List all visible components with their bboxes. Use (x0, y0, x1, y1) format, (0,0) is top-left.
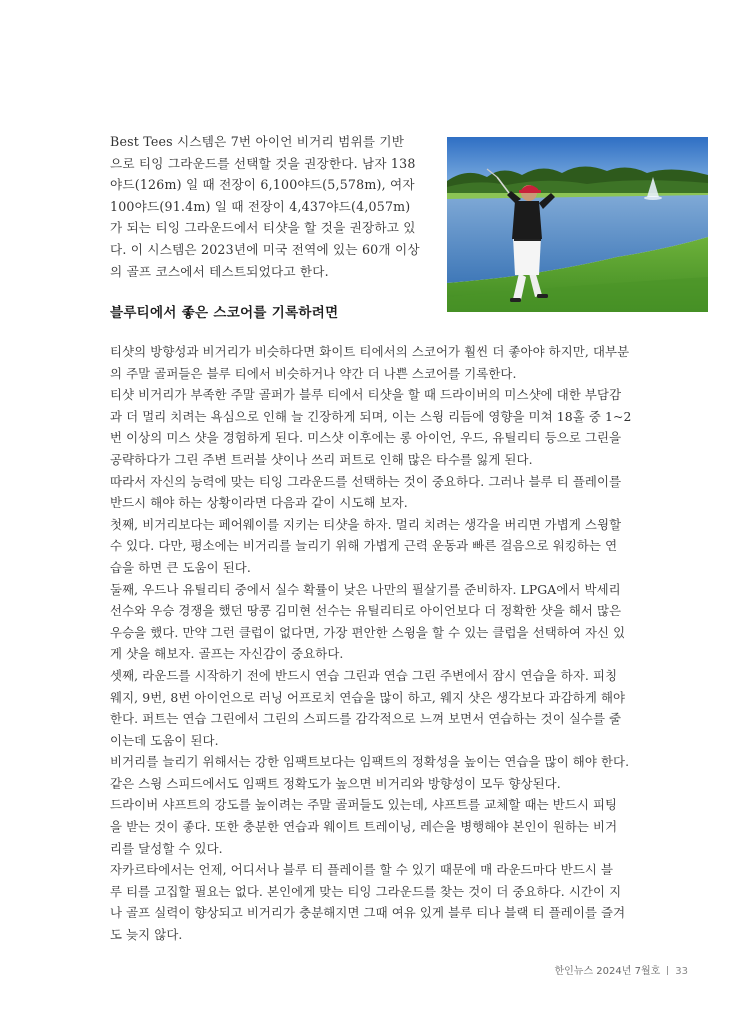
body-line: 셋째, 라운드를 시작하기 전에 반드시 연습 그린과 연습 그린 주변에서 잠시 연습을 하자. 피칭 (110, 667, 618, 683)
intro-line: 야드(126m) 일 때 전장이 6,100야드(5,578m), 여자 (110, 177, 415, 193)
golfer-photo (447, 137, 708, 312)
body-line: 따라서 자신의 능력에 맞는 티잉 그라운드를 선택하는 것이 중요하다. 그러나 블루 티 플레이를 (110, 473, 622, 489)
body-line: 자카르타에서는 언제, 어디서나 블루 티 플레이를 할 수 있기 때문에 매 라운드마다 반드시 블 (110, 862, 614, 878)
publication-name: 한인뉴스 2024년 7월호 (554, 966, 661, 977)
body-line: 나 골프 실력이 향상되고 비거리가 충분해지면 그때 여유 있게 블루 티나 블랙 티 플레이를 즐겨 (110, 905, 626, 921)
body-line: 티샷의 방향성과 비거리가 비슷하다면 화이트 티에서의 스코어가 훨씬 더 좋아야 하지만, 대부분 (110, 344, 630, 359)
body-line: 한다. 퍼트는 연습 그린에서 그린의 스피드를 감각적으로 느껴 보면서 연습하는 것이 실수를 줄 (110, 711, 622, 727)
body-line: 게 샷을 해보자. 골프는 자신감이 중요하다. (110, 646, 344, 662)
intro-line: 100야드(91.4m) 일 때 전장이 4,437야드(4,057m) (110, 198, 411, 214)
body-line: 도 늦지 않다. (110, 927, 183, 943)
intro-line: Best Tees 시스템은 7번 아이언 비거리 범위를 기반 (110, 134, 405, 149)
body-line: 웨지, 9번, 8번 아이언으로 러닝 어프로치 연습을 많이 하고, 웨지 샷은 생각보다 과감하게 해야 (110, 689, 626, 705)
body-line: 을 받는 것이 좋다. 또한 충분한 연습과 웨이트 트레이닝, 레슨을 병행해야 본인이 원하는 비거 (110, 819, 618, 835)
body-line: 첫째, 비거리보다는 페어웨이를 지키는 티샷을 하자. 멀리 치려는 생각을 버리면 가볍게 스윙할 (110, 516, 622, 532)
body-line: 이는데 도움이 된다. (110, 732, 219, 748)
golfer-photo-illustration (447, 137, 708, 312)
page-footer (554, 962, 688, 977)
intro-paragraph (110, 131, 432, 282)
body-line: 선수와 우승 경쟁을 했던 땅콩 김미현 선수는 유틸리티로 아이언보다 더 정확한 샷을 해서 많은 (110, 603, 622, 619)
body-line: 우승을 했다. 만약 그런 클럽이 없다면, 가장 편안한 스윙을 할 수 있는 클럽을 선택하여 자신 있 (110, 624, 626, 640)
body-line: 과 더 멀리 치려는 욕심으로 인해 늘 긴장하게 되며, 이는 스윙 리듬에 영향을 미쳐 18홀 중 1~2 (110, 408, 632, 424)
body-line: 의 주말 골퍼들은 블루 티에서 비슷하거나 약간 더 나쁜 스코어를 기록한다. (110, 365, 517, 381)
body-line: 번 이상의 미스 샷을 경험하게 된다. 미스샷 이후에는 롱 아이언, 우드, 유틸리티 등으로 그린을 (110, 430, 622, 446)
body-line: 리를 달성할 수 있다. (110, 840, 223, 856)
page-number: 33 (675, 966, 688, 977)
body-line: 루 티를 고집할 필요는 없다. 본인에게 맞는 티잉 그라운드를 찾는 것이 더 중요하다. 시간이 지 (110, 883, 622, 899)
body-line: 둘째, 우드나 유틸리티 중에서 실수 확률이 낮은 나만의 필살기를 준비하자. LPGA에서 박세리 (110, 581, 621, 597)
body-line: 수 있다. 다만, 평소에는 비거리를 늘리기 위해 가볍게 근력 운동과 빠른 걸음으로 워킹하는 연 (110, 538, 618, 554)
intro-line: 다. 이 시스템은 2023년에 미국 전역에 있는 60개 이상 (110, 241, 420, 257)
article-body (110, 341, 710, 946)
body-line: 공략하다가 그린 주변 트러블 샷이나 쓰리 퍼트로 인해 많은 타수를 잃게 된다. (110, 451, 533, 467)
section-heading: 블루티에서 좋은 스코어를 기록하려면 (110, 305, 339, 321)
body-line: 드라이버 샤프트의 강도를 높이려는 주말 골퍼들도 있는데, 샤프트를 교체할 때는 반드시 피팅 (110, 797, 618, 813)
intro-line: 의 골프 코스에서 테스트되었다고 한다. (110, 263, 329, 279)
body-line: 습을 하면 큰 도움이 된다. (110, 559, 251, 575)
body-line: 티샷 비거리가 부족한 주말 골퍼가 블루 티에서 티샷을 할 때 드라이버의 미스샷에 대한 부담감 (110, 387, 622, 403)
body-line: 비거리를 늘리기 위해서는 강한 임팩트보다는 임팩트의 정확성을 높이는 연습을 많이 해야 한다. (110, 754, 630, 770)
intro-line: 가 되는 티잉 그라운드에서 티샷을 할 것을 권장하고 있 (110, 220, 416, 236)
body-line: 같은 스윙 스피드에서도 임팩트 정확도가 높으면 비거리와 방향성이 모두 향상된다. (110, 775, 561, 791)
intro-line: 으로 티잉 그라운드를 선택할 것을 권장한다. 남자 138 (110, 155, 416, 171)
footer-divider (667, 966, 668, 975)
body-line: 반드시 해야 하는 상황이라면 다음과 같이 시도해 보자. (110, 495, 408, 511)
